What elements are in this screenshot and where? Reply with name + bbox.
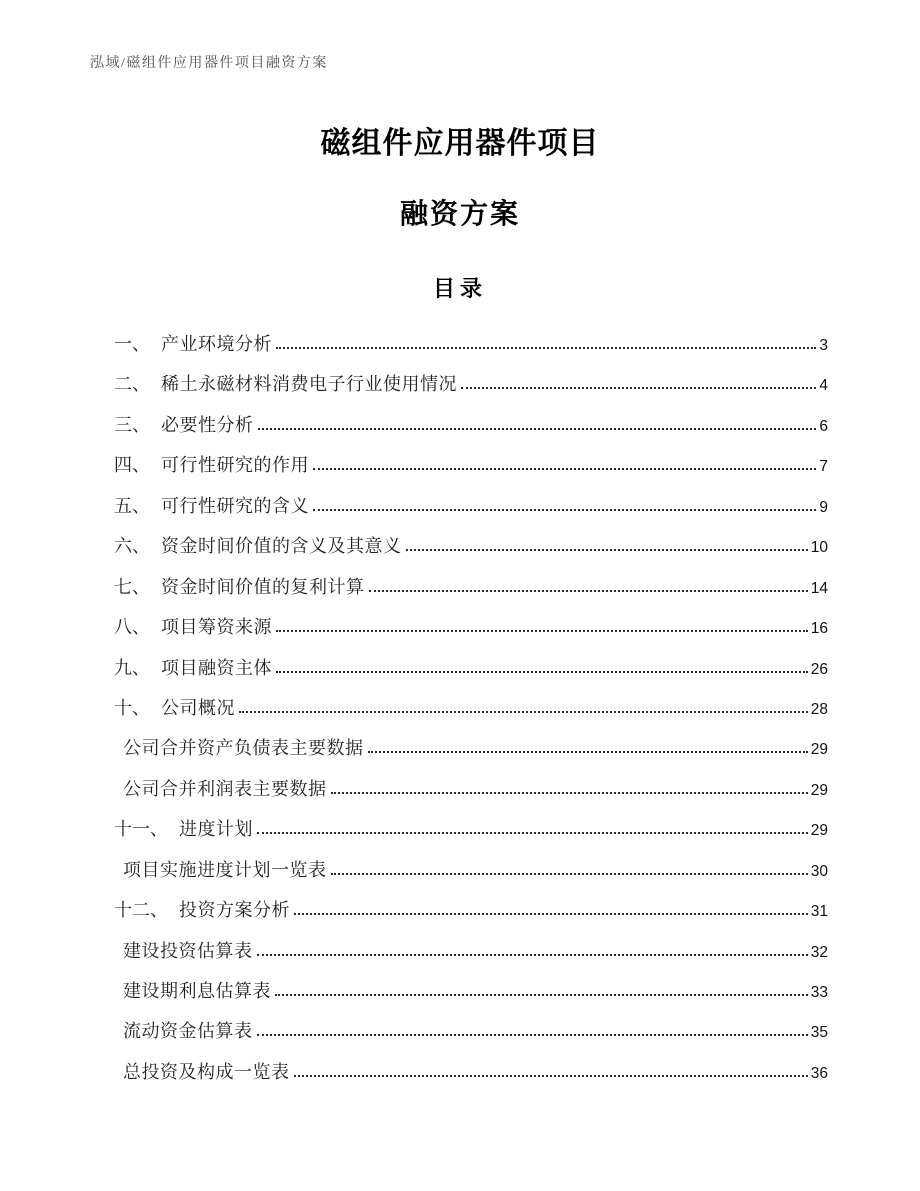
toc-entry-label: 公司概况	[161, 697, 235, 718]
toc-page-number: 26	[810, 660, 828, 678]
toc-page-number: 14	[810, 579, 828, 597]
toc-row[interactable]	[114, 573, 828, 613]
toc-heading: 目录	[432, 276, 487, 301]
toc-leader-dots	[276, 630, 808, 632]
toc-page-number: 6	[819, 417, 828, 435]
toc-leader-dots	[461, 387, 816, 389]
toc-row[interactable]	[114, 734, 828, 774]
toc-page-number: 16	[810, 620, 828, 638]
toc-leader-dots	[258, 428, 817, 430]
toc-row[interactable]	[114, 532, 828, 572]
toc-leader-dots	[276, 347, 816, 349]
toc-row[interactable]	[114, 654, 828, 694]
toc-row[interactable]	[114, 411, 828, 451]
toc-entry-label: 建设期利息估算表	[123, 981, 271, 1001]
toc-entry-prefix: 二、	[114, 374, 150, 395]
toc-entry-label: 必要性分析	[161, 414, 254, 435]
toc-entry-prefix: 一、	[114, 334, 150, 354]
toc-entry-label: 可行性研究的含义	[161, 495, 309, 516]
toc-leader-dots	[257, 832, 808, 834]
toc-page-number: 3	[819, 337, 828, 354]
toc-entry-prefix: 九、	[114, 657, 150, 678]
toc-entry-label: 建设投资估算表	[123, 940, 253, 961]
toc-page-number: 29	[810, 822, 828, 840]
toc-leader-dots	[257, 954, 808, 956]
toc-page-number: 7	[819, 458, 828, 476]
toc-entry-label: 项目实施进度计划一览表	[123, 859, 327, 880]
toc-page-number: 32	[810, 943, 828, 961]
toc-entry-label: 项目筹资来源	[161, 617, 272, 638]
toc-row[interactable]	[114, 937, 828, 977]
toc-entry-prefix: 四、	[114, 455, 150, 476]
page-header-text: 泓域/磁组件应用器件项目融资方案	[90, 56, 328, 71]
toc-entry-label: 进度计划	[179, 819, 253, 840]
toc-row[interactable]	[114, 856, 828, 896]
toc-list	[114, 330, 828, 1098]
toc-page-number: 29	[810, 781, 828, 799]
toc-leader-dots	[331, 873, 808, 875]
toc-row[interactable]	[114, 977, 828, 1017]
toc-row[interactable]	[114, 1058, 828, 1098]
toc-entry-label: 可行性研究的作用	[161, 455, 309, 476]
toc-page-number: 35	[810, 1024, 828, 1042]
toc-entry-label: 资金时间价值的含义及其意义	[161, 536, 402, 557]
toc-entry-prefix: 七、	[114, 576, 150, 597]
toc-entry-prefix: 十、	[114, 697, 150, 718]
toc-page-number: 28	[810, 700, 828, 718]
toc-leader-dots	[275, 994, 808, 996]
toc-row[interactable]	[114, 492, 828, 532]
toc-page-number: 31	[810, 903, 828, 921]
toc-entry-prefix: 八、	[114, 617, 150, 638]
toc-leader-dots	[406, 549, 808, 551]
toc-row[interactable]	[114, 896, 828, 936]
toc-entry-prefix: 六、	[114, 536, 150, 557]
toc-row[interactable]	[114, 775, 828, 815]
toc-entry-prefix: 五、	[114, 495, 150, 516]
toc-leader-dots	[313, 509, 816, 511]
toc-row[interactable]	[114, 1017, 828, 1057]
toc-row[interactable]	[114, 613, 828, 653]
toc-entry-label: 投资方案分析	[179, 900, 290, 921]
toc-page-number: 4	[819, 377, 828, 395]
toc-page-number: 29	[810, 741, 828, 759]
toc-entry-label: 公司合并资产负债表主要数据	[123, 738, 364, 759]
toc-row[interactable]	[114, 370, 828, 410]
document-title-block	[0, 118, 920, 232]
toc-page-number: 9	[819, 498, 828, 516]
toc-leader-dots	[294, 1075, 808, 1077]
toc-leader-dots	[294, 913, 808, 915]
toc-leader-dots	[368, 751, 808, 753]
toc-leader-dots	[313, 468, 816, 470]
toc-entry-prefix: 三、	[114, 414, 150, 435]
toc-entry-label: 流动资金估算表	[123, 1021, 253, 1042]
toc-entry-label: 产业环境分析	[161, 334, 272, 354]
toc-entry-label: 稀土永磁材料消费电子行业使用情况	[161, 374, 457, 395]
toc-page-number: 10	[810, 539, 828, 557]
toc-entry-prefix: 十一、	[114, 819, 168, 840]
toc-entry-label: 资金时间价值的复利计算	[161, 576, 365, 597]
toc-entry-prefix: 十二、	[114, 900, 168, 921]
toc-page-number: 36	[810, 1064, 828, 1082]
toc-entry-label: 项目融资主体	[161, 657, 272, 678]
toc-row[interactable]	[114, 694, 828, 734]
document-title: 磁组件应用器件项目	[320, 126, 600, 161]
toc-leader-dots	[369, 590, 808, 592]
toc-leader-dots	[331, 792, 808, 794]
toc-row[interactable]	[114, 815, 828, 855]
toc-leader-dots	[239, 711, 808, 713]
toc-leader-dots	[257, 1034, 808, 1036]
toc-page-number: 30	[810, 862, 828, 880]
toc-row[interactable]	[114, 451, 828, 491]
toc-entry-label: 总投资及构成一览表	[123, 1061, 290, 1082]
toc-page-number: 33	[810, 984, 828, 1001]
toc-entry-label: 公司合并利润表主要数据	[123, 778, 327, 799]
document-subtitle: 融资方案	[399, 197, 520, 230]
toc-row[interactable]	[114, 330, 828, 370]
toc-leader-dots	[276, 671, 808, 673]
